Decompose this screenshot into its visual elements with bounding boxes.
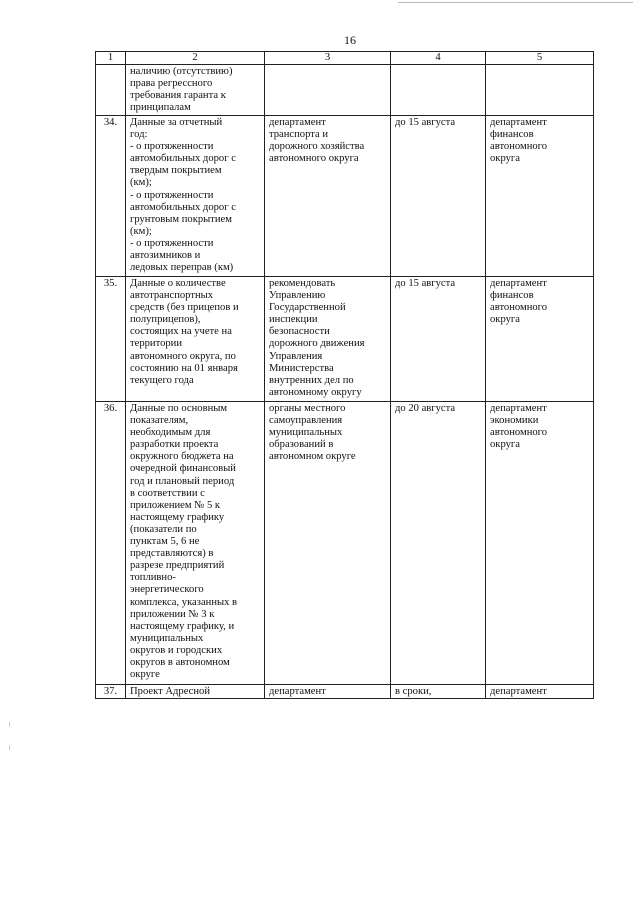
item-description-cell: [126, 116, 265, 277]
column-header: 1: [96, 52, 126, 65]
scan-artifact-line: [398, 2, 633, 3]
responsible-party-line: Управлению: [269, 290, 326, 302]
responsible-party-line: образований в: [269, 439, 334, 451]
recipient-line: департамент: [490, 278, 547, 289]
deadline-line: до 20 августа: [395, 403, 456, 414]
margin-mark: [9, 745, 10, 750]
item-description-line: Проект Адресной: [130, 686, 211, 697]
recipient-line: финансов: [490, 129, 534, 141]
responsible-party-line: инспекции: [269, 314, 318, 326]
item-description-line: показателям,: [130, 415, 189, 427]
item-description-line: - о протяженности: [130, 237, 214, 249]
row-number: [96, 65, 126, 116]
responsible-party-line: департамент: [269, 117, 326, 128]
item-description-line: Данные по основным: [130, 403, 228, 414]
item-description-line: ледовых переправ (км): [130, 262, 234, 274]
item-description-line: необходимым для: [130, 427, 211, 439]
item-description-line: - о протяженности: [130, 189, 214, 201]
responsible-party-line: Государственной: [269, 302, 346, 314]
item-description-cell: [126, 277, 265, 402]
deadline-cell: [391, 116, 486, 277]
item-description-line: автономного округа, по: [130, 350, 236, 362]
row-number: 36.: [96, 402, 126, 685]
item-description-line: год и плановый период: [130, 475, 235, 487]
recipient-line: автономного: [490, 302, 548, 314]
deadline-cell: [391, 685, 486, 699]
item-description-line: текущего года: [130, 374, 194, 386]
item-description-line: автотранспортных: [130, 290, 214, 302]
responsible-party-line: самоуправления: [269, 415, 343, 427]
item-description-line: принципалам: [130, 102, 191, 114]
responsible-party-line: муниципальных: [269, 427, 343, 439]
deadline-cell: [391, 277, 486, 402]
item-description-line: представляются) в: [130, 548, 214, 560]
page-number: 16: [344, 33, 356, 47]
table-row: [96, 402, 594, 685]
responsible-party-line: рекомендовать: [269, 278, 336, 289]
responsible-party-line: внутренних дел по: [269, 374, 354, 386]
item-description-line: пунктам 5, 6 не: [130, 536, 200, 548]
recipient-line: округа: [490, 314, 520, 326]
deadline-line: в сроки,: [395, 686, 432, 697]
item-description-line: Данные за отчетный: [130, 117, 223, 128]
responsible-party-line: автономном округе: [269, 451, 356, 463]
item-description-line: (км);: [130, 177, 152, 189]
item-description-line: Данные о количестве: [130, 278, 226, 289]
item-description-line: наличию (отсутствию): [130, 66, 233, 77]
recipient-cell: [486, 685, 594, 699]
item-description-line: настоящему графику: [130, 511, 225, 523]
responsible-party-cell: [265, 277, 391, 402]
row-number: 34.: [96, 116, 126, 277]
item-description-line: разработки проекта: [130, 439, 219, 451]
recipient-cell: [486, 402, 594, 685]
responsible-party-line: Министерства: [269, 362, 334, 374]
responsible-party-line: транспорта и: [269, 129, 329, 141]
recipient-line: финансов: [490, 290, 534, 302]
item-description-line: энергетического: [130, 584, 204, 596]
table-row: [96, 65, 594, 116]
responsible-party-line: дорожного движения: [269, 338, 365, 350]
item-description-line: настоящему графику, и: [130, 620, 235, 632]
responsible-party-line: Управления: [269, 350, 323, 362]
margin-mark: [9, 722, 10, 727]
column-header: 4: [391, 52, 486, 65]
item-description-line: муниципальных: [130, 632, 204, 644]
deadline-line: до 15 августа: [395, 278, 456, 289]
item-description-line: комплекса, указанных в: [130, 596, 238, 608]
item-description-line: год:: [130, 129, 148, 141]
item-description-line: - о протяженности: [130, 141, 214, 153]
row-number: 35.: [96, 277, 126, 402]
item-description-line: разрезе предприятий: [130, 560, 225, 572]
item-description-line: автомобильных дорог с: [130, 201, 236, 213]
responsible-party-line: органы местного: [269, 403, 346, 414]
column-header: 2: [126, 52, 265, 65]
responsible-party-cell: [265, 685, 391, 699]
item-description-line: полуприцепов),: [130, 314, 201, 326]
item-description-cell: [126, 65, 265, 116]
item-description-line: округов в автономном: [130, 656, 230, 668]
recipient-line: округа: [490, 439, 520, 451]
recipient-line: департамент: [490, 117, 547, 128]
recipient-line: департамент: [490, 403, 547, 414]
recipient-line: автономного: [490, 427, 548, 439]
item-description-line: топливно-: [130, 572, 176, 584]
recipient-cell: [486, 277, 594, 402]
responsible-party-cell: [265, 116, 391, 277]
item-description-line: автозимников и: [130, 250, 201, 262]
recipient-line: департамент: [490, 686, 547, 697]
item-description-cell: [126, 402, 265, 685]
deadline-cell: [391, 402, 486, 685]
item-description-line: автомобильных дорог с: [130, 153, 236, 165]
item-description-line: средств (без прицепов и: [130, 302, 239, 314]
item-description-line: состоянию на 01 января: [130, 362, 238, 374]
item-description-line: грунтовым покрытием: [130, 213, 232, 225]
recipient-line: экономики: [490, 415, 539, 427]
table-row: [96, 116, 594, 277]
table-header-row: [96, 52, 594, 65]
item-description-line: округе: [130, 669, 160, 681]
recipient-cell: [486, 116, 594, 277]
item-description-line: (км);: [130, 225, 152, 237]
recipient-cell: [486, 65, 594, 116]
item-description-line: состоящих на учете на: [130, 326, 232, 338]
deadline-line: до 15 августа: [395, 117, 456, 128]
responsible-party-line: безопасности: [269, 326, 330, 338]
item-description-line: очередной финансовый: [130, 463, 236, 475]
table-row: [96, 277, 594, 402]
item-description-line: округов и городских: [130, 644, 223, 656]
item-description-line: требования гаранта к: [130, 90, 226, 102]
deadline-cell: [391, 65, 486, 116]
item-description-line: в соответствии с: [130, 487, 205, 499]
column-header: 5: [486, 52, 594, 65]
item-description-line: твердым покрытием: [130, 165, 222, 177]
responsible-party-line: дорожного хозяйства: [269, 141, 365, 153]
item-description-line: окружного бюджета на: [130, 451, 234, 463]
recipient-line: автономного: [490, 141, 548, 153]
responsible-party-line: автономному округу: [269, 386, 362, 398]
schedule-table: [95, 51, 594, 699]
item-description-cell: [126, 685, 265, 699]
item-description-line: приложением № 5 к: [130, 499, 221, 511]
item-description-line: права регрессного: [130, 78, 213, 90]
responsible-party-line: автономного округа: [269, 153, 359, 165]
item-description-line: приложении № 3 к: [130, 608, 215, 620]
responsible-party-line: департамент: [269, 686, 326, 697]
item-description-line: (показатели по: [130, 523, 197, 535]
row-number: 37.: [96, 685, 126, 699]
column-header: 3: [265, 52, 391, 65]
responsible-party-cell: [265, 65, 391, 116]
recipient-line: округа: [490, 153, 520, 165]
responsible-party-cell: [265, 402, 391, 685]
item-description-line: территории: [130, 338, 183, 350]
table-row: [96, 685, 594, 699]
